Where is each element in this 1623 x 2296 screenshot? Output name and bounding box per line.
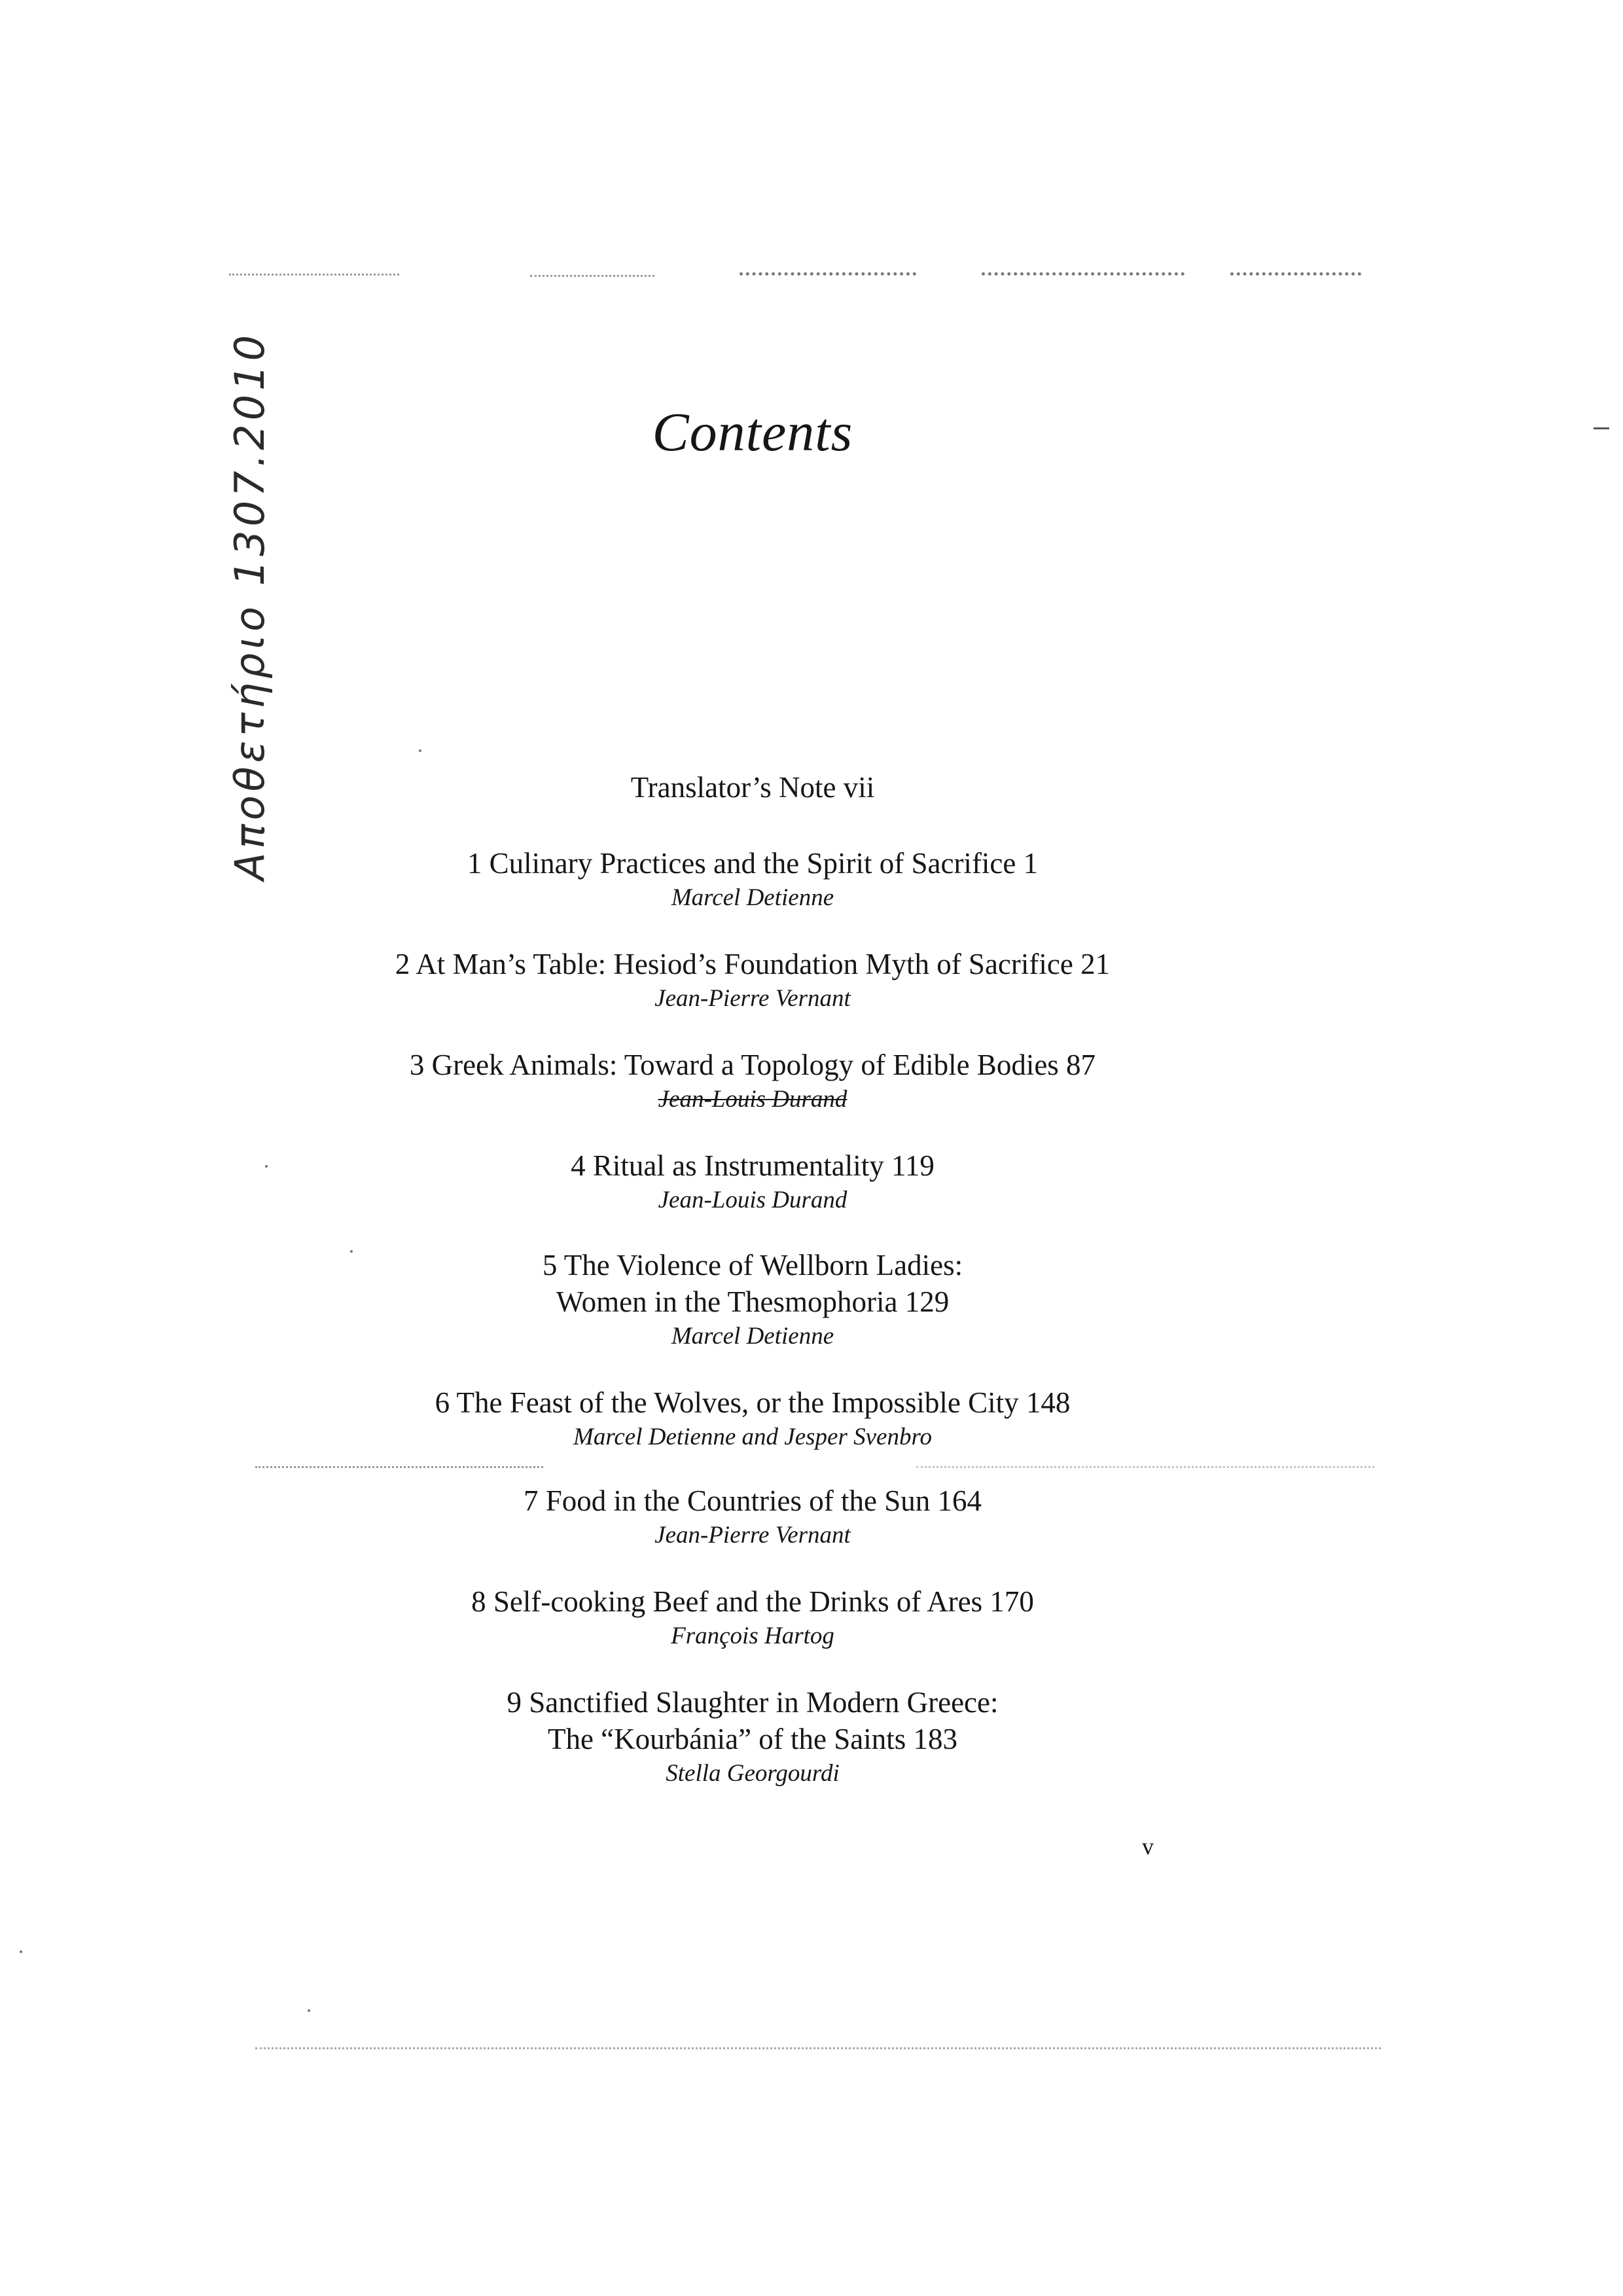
toc-entry-title: 9 Sanctified Slaughter in Modern Greece:: [507, 1686, 999, 1719]
toc-entry-8[interactable]: [262, 1583, 1243, 1653]
toc-entry-author: Marcel Detienne: [671, 1323, 834, 1350]
toc-entry-4[interactable]: [262, 1147, 1243, 1217]
handwritten-annotation: Αποθετήριο 1307.2010: [226, 331, 274, 880]
toc-entry-title: 6 The Feast of the Wolves, or the Impossible City 148: [435, 1386, 1071, 1419]
page-title: Contents: [652, 402, 853, 463]
toc-entry-3[interactable]: [262, 1047, 1243, 1116]
toc-entry-author: Stella Georgourdi: [666, 1760, 840, 1787]
toc-entry-1[interactable]: [262, 845, 1243, 914]
scan-artifact-mid-left: [255, 1466, 543, 1468]
toc-entry-author: Jean-Pierre Vernant: [654, 1522, 851, 1549]
toc-entry-author: Marcel Detienne and Jesper Svenbro: [573, 1424, 932, 1450]
toc-entry-author: Jean-Louis Durand: [658, 1187, 847, 1213]
toc-entry-title-continued: The “Kourbánia” of the Saints 183: [547, 1723, 958, 1755]
toc-entry-6[interactable]: [262, 1384, 1243, 1454]
scan-artifact-top-2: [530, 275, 654, 277]
toc-entry-translators-note[interactable]: [262, 769, 1243, 806]
margin-mark: [1594, 427, 1609, 429]
scan-speck: [20, 1950, 22, 1953]
scan-artifact-top-5: [1230, 272, 1361, 276]
scan-artifact-bottom: [255, 2047, 1381, 2049]
scan-artifact-top-1: [229, 274, 399, 276]
toc-entry-title-continued: Women in the Thesmophoria 129: [556, 1285, 950, 1318]
toc-entry-author: Marcel Detienne: [671, 884, 834, 911]
scan-artifact-mid-right: [916, 1466, 1374, 1468]
toc-entry-5[interactable]: [262, 1247, 1243, 1353]
toc-entry-7[interactable]: [262, 1482, 1243, 1552]
toc-entry-title: 4 Ritual as Instrumentality 119: [571, 1149, 935, 1182]
scan-artifact-top-4: [982, 272, 1185, 276]
toc-entry-title: 8 Self-cooking Beef and the Drinks of Ares 170: [471, 1585, 1034, 1618]
scan-speck: [308, 2009, 310, 2012]
toc-entry-author: Jean-Pierre Vernant: [654, 985, 851, 1012]
toc-entry-author: Jean-Louis Durand: [658, 1086, 847, 1113]
toc-entry-title: 2 At Man’s Table: Hesiod’s Foundation Myth of Sacrifice 21: [395, 948, 1111, 980]
toc-entry-author: François Hartog: [671, 1623, 834, 1649]
toc-entry-title: 5 The Violence of Wellborn Ladies:: [542, 1249, 963, 1282]
toc-entry-9[interactable]: [262, 1684, 1243, 1790]
scan-artifact-top-3: [740, 272, 916, 276]
toc-entry-2[interactable]: [262, 946, 1243, 1015]
toc-entry-title: 3 Greek Animals: Toward a Topology of Edible Bodies 87: [409, 1049, 1096, 1081]
page-number: v: [1142, 1833, 1154, 1859]
toc-entry-title: 7 Food in the Countries of the Sun 164: [524, 1484, 982, 1517]
scan-speck: [419, 749, 421, 752]
toc-entry-title: 1 Culinary Practices and the Spirit of Sacrifice 1: [467, 847, 1039, 880]
toc-entry-title: Translator’s Note vii: [630, 771, 875, 804]
